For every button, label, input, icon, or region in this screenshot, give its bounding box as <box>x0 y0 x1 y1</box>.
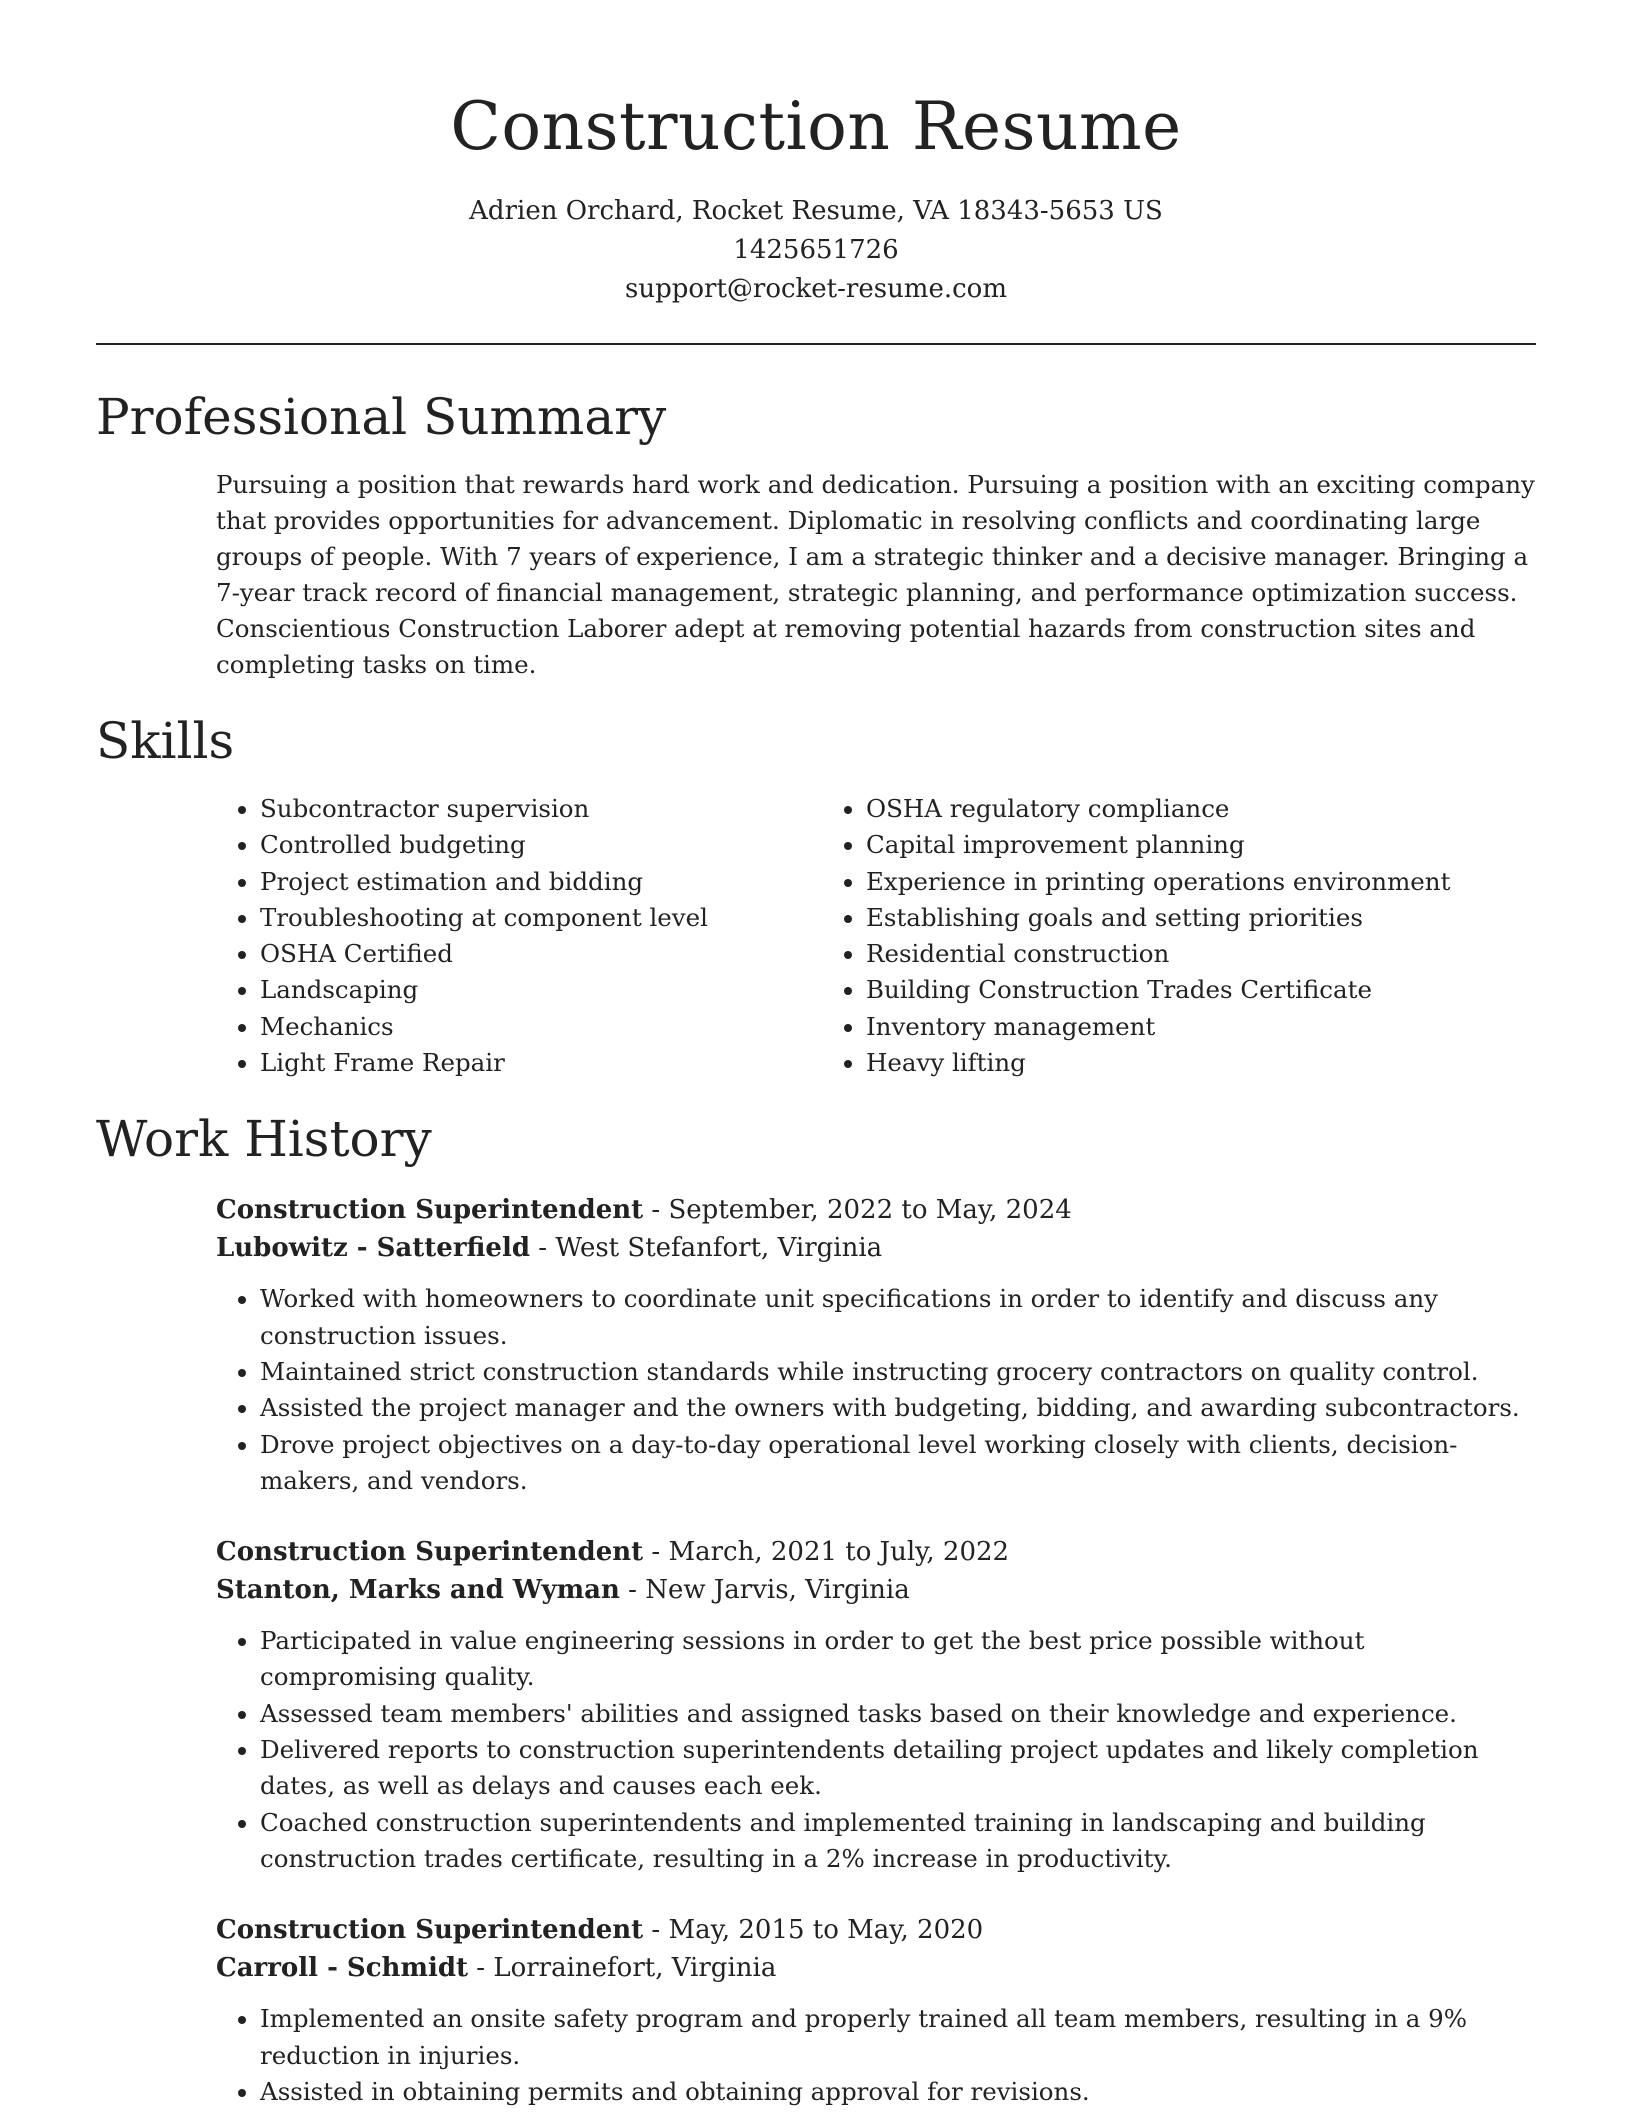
job-bullet: • Delivered reports to construction superintendents detailing project updates and likely completion dates, as well as delays and causes each eek. <box>260 1732 1536 1805</box>
job-company-line <box>216 1571 1536 1609</box>
summary-text: Pursuing a position that rewards hard work and dedication. Pursuing a position with an exciting company that provides opportunities for advancement. Diplomatic in resolving conflicts and coordinating large groups of people. With 7 years of experience, I am a strategic thinker and a decisive manager. Bringing a 7-year track record of financial management, strategic planning, and performance optimization success. Conscientious Construction Laborer adept at removing potential hazards from construction sites and completing tasks on time. <box>216 470 1535 679</box>
job-bullets <box>216 1281 1536 1499</box>
skills-grid <box>216 791 1536 1081</box>
skill-item: • Mechanics <box>260 1009 822 1045</box>
job-bullet: • Participated in value engineering sessions in order to get the best price possible without compromising quality. <box>260 1623 1536 1696</box>
skill-item: • Controlled budgeting <box>260 827 822 863</box>
job-title: Construction Superintendent <box>216 1537 644 1568</box>
job-bullet: • Implemented an onsite safety program and properly trained all team members, resulting in a 9% reduction in injuries. <box>260 2001 1536 2074</box>
job-bullet: • Drove project objectives on a day-to-day operational level working closely with clients, decision-makers, and vendors. <box>260 1427 1536 1500</box>
contact-phone: 1425651726 <box>733 235 899 265</box>
job-entry <box>216 1191 1536 1499</box>
skill-item: • Troubleshooting at component level <box>260 900 822 936</box>
job-title: Construction Superintendent <box>216 1915 644 1946</box>
job-bullet: • Coached construction superintendents and implemented training in landscaping and building construction trades certificate, resulting in a 2% increase in productivity. <box>260 1805 1536 1878</box>
skills-heading: Skills <box>96 712 235 770</box>
job-company: Carroll - Schmidt <box>216 1953 469 1984</box>
contact-address: Adrien Orchard, Rocket Resume, VA 18343-5653 US <box>469 196 1163 226</box>
job-dates: - September, 2022 to May, 2024 <box>643 1195 1072 1226</box>
job-company: Stanton, Marks and Wyman <box>216 1575 620 1606</box>
job-bullet: • Assisted the project manager and the owners with budgeting, bidding, and awarding subcontractors. <box>260 1390 1536 1426</box>
summary-heading: Professional Summary <box>96 388 667 446</box>
skill-item: • Landscaping <box>260 972 822 1008</box>
header-divider <box>96 343 1536 345</box>
skills-column-right <box>822 791 1472 1081</box>
skill-item: • Establishing goals and setting priorities <box>866 900 1472 936</box>
skill-item: • Residential construction <box>866 936 1472 972</box>
resume-header <box>96 0 1536 309</box>
job-bullets <box>216 1623 1536 1877</box>
job-location: - New Jarvis, Virginia <box>619 1575 910 1606</box>
skill-item: • Experience in printing operations environment <box>866 864 1472 900</box>
skill-item: • Heavy lifting <box>866 1045 1472 1081</box>
job-company-line <box>216 1229 1536 1267</box>
job-title: Construction Superintendent <box>216 1195 644 1226</box>
skill-item: • Project estimation and bidding <box>260 864 822 900</box>
job-bullet: • Maintained strict construction standards while instructing grocery contractors on quality control. <box>260 1354 1536 1390</box>
job-dates: - March, 2021 to July, 2022 <box>643 1537 1010 1568</box>
contact-email: support@rocket-resume.com <box>624 274 1007 304</box>
job-bullets <box>216 2001 1536 2110</box>
job-bullet: • Worked with homeowners to coordinate unit specifications in order to identify and discuss any construction issues. <box>260 1281 1536 1354</box>
skill-item: • OSHA regulatory compliance <box>866 791 1472 827</box>
skill-item: • Capital improvement planning <box>866 827 1472 863</box>
skill-item: • OSHA Certified <box>260 936 822 972</box>
skill-item: • Subcontractor supervision <box>260 791 822 827</box>
job-location: - Lorrainefort, Virginia <box>468 1953 777 1984</box>
job-entry <box>216 1533 1536 1877</box>
work-history-heading: Work History <box>96 1110 432 1169</box>
resume-page <box>96 0 1536 2110</box>
skill-item: • Inventory management <box>866 1009 1472 1045</box>
skill-item: • Light Frame Repair <box>260 1045 822 1081</box>
job-title-line <box>216 1533 1536 1571</box>
job-bullet: • Assisted in obtaining permits and obtaining approval for revisions. <box>260 2074 1536 2110</box>
job-dates: - May, 2015 to May, 2020 <box>643 1915 984 1946</box>
job-company-line <box>216 1949 1536 1987</box>
job-location: - West Stefanfort, Virginia <box>530 1233 883 1264</box>
job-bullet: • Assessed team members' abilities and assigned tasks based on their knowledge and experience. <box>260 1696 1536 1732</box>
job-entry <box>216 1911 1536 2110</box>
job-company: Lubowitz - Satterfield <box>216 1233 531 1264</box>
resume-title: Construction Resume <box>450 88 1182 165</box>
skill-item: • Building Construction Trades Certificate <box>866 972 1472 1008</box>
job-title-line <box>216 1191 1536 1229</box>
skills-column-left <box>216 791 822 1081</box>
job-title-line <box>216 1911 1536 1949</box>
